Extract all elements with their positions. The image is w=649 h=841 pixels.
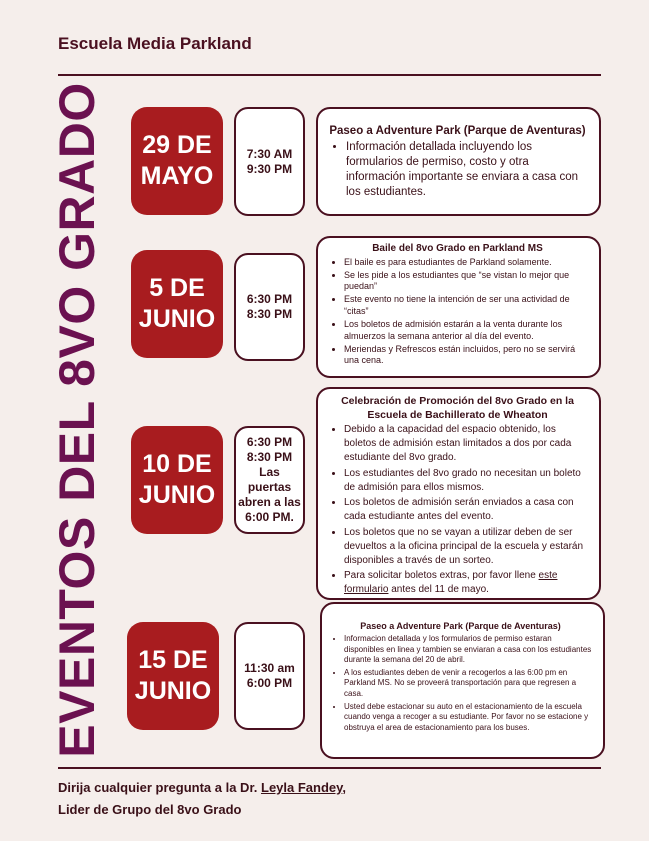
contact-name-link[interactable]: Leyla Fandey — [261, 780, 343, 795]
list-item: • Informacion detallada y los formularios de permiso estaran disponibles en linea y tambien se enviaran a casa con los estudiantes durante la semana del 20 de abril. — [344, 634, 593, 666]
event-card-promotion — [316, 387, 601, 600]
event-card-adventure-park-june — [320, 602, 605, 759]
list-item-text: antes del 11 de mayo. — [388, 584, 489, 595]
event-title: Baile del 8vo Grado en Parkland MS — [372, 243, 543, 254]
vertical-title: EVENTOS DEL 8VO GRADO — [49, 82, 105, 758]
footer-text: , — [342, 780, 347, 795]
header-divider — [58, 74, 601, 76]
event-title: Celebración de Promoción del 8vo Grado en la Escuela de Bachillerato de Wheaton — [341, 395, 574, 421]
list-item: • Los estudiantes del 8vo grado no necesitan un boleto de admisión para ellos mismos. — [344, 467, 589, 495]
footer-line-1 — [58, 777, 346, 799]
event-title: Paseo a Adventure Park (Parque de Aventuras) — [360, 621, 561, 631]
event-details — [328, 634, 593, 734]
event-details — [326, 423, 589, 597]
list-item-text: Para solicitar boletos extras, por favor llene — [344, 570, 539, 581]
list-item: • Usted debe estacionar su auto en el estacionamiento de la escuela cuando venga a recoger a su estudiante. Por favor no se estacione y obstruya el area de estacionamiento para los buses. — [344, 702, 593, 734]
footer-text: Dirija cualquier pregunta a la Dr. — [58, 780, 262, 795]
list-item: • Este evento no tiene la intención de ser una actividad de “citas” — [344, 294, 589, 317]
event-date-june-5: 5 DE JUNIO — [131, 250, 223, 358]
event-date-june-15: 15 DE JUNIO — [127, 622, 219, 730]
event-card-adventure-park-may — [316, 107, 601, 216]
event-card-dance — [316, 236, 601, 378]
list-item: • Los boletos que no se vayan a utilizar deben de ser devueltos a la oficina principal de la escuela y estarán disponibles a través de un sorteo. — [344, 526, 589, 568]
event-time-june-15: 11:30 am 6:00 PM — [234, 622, 305, 730]
event-time-june-5: 6:30 PM 8:30 PM — [234, 253, 305, 361]
list-item: • A los estudiantes deben de venir a recogerlos a las 6:00 pm en Parkland MS. No se proveerá transportación para que regresen a casa. — [344, 668, 593, 700]
list-item: • Meriendas y Refrescos están incluidos, pero no se servirá una cena. — [344, 344, 589, 367]
event-details — [326, 257, 589, 367]
footer-line-2: Lider de Grupo del 8vo Grado — [58, 802, 242, 817]
event-date-may-29: 29 DE MAYO — [131, 107, 223, 215]
footer-contact — [58, 777, 346, 821]
list-item: • Los boletos de admisión estarán a la venta durante los almuerzos la semana anterior al día del evento. — [344, 319, 589, 342]
list-item — [344, 569, 589, 597]
list-item: • Información detallada incluyendo los formularios de permiso, costo y otra información importante se enviara a casa con los estudiantes. — [346, 140, 587, 200]
event-title: Paseo a Adventure Park (Parque de Aventuras) — [329, 125, 586, 137]
event-time-may-29: 7:30 AM 9:30 PM — [234, 107, 305, 216]
event-time-june-10: 6:30 PM 8:30 PM Las puertas abren a las 6:00 PM. — [234, 426, 305, 534]
list-item: • El baile es para estudiantes de Parkland solamente. — [344, 257, 589, 269]
event-details — [328, 140, 587, 200]
list-item: • Los boletos de admisión serán enviados a casa con cada estudiante antes del evento. — [344, 496, 589, 524]
footer-divider — [58, 767, 601, 769]
list-item: • Se les pide a los estudiantes que “se vistan lo mejor que puedan” — [344, 270, 589, 293]
list-item: • Debido a la capacidad del espacio obtenido, los boletos de admisión estan limitados a dos por cada estudiante del 8vo grado. — [344, 423, 589, 465]
school-name: Escuela Media Parkland — [58, 34, 252, 53]
form-link[interactable]: este formulario — [344, 570, 558, 595]
event-date-june-10: 10 DE JUNIO — [131, 426, 223, 534]
